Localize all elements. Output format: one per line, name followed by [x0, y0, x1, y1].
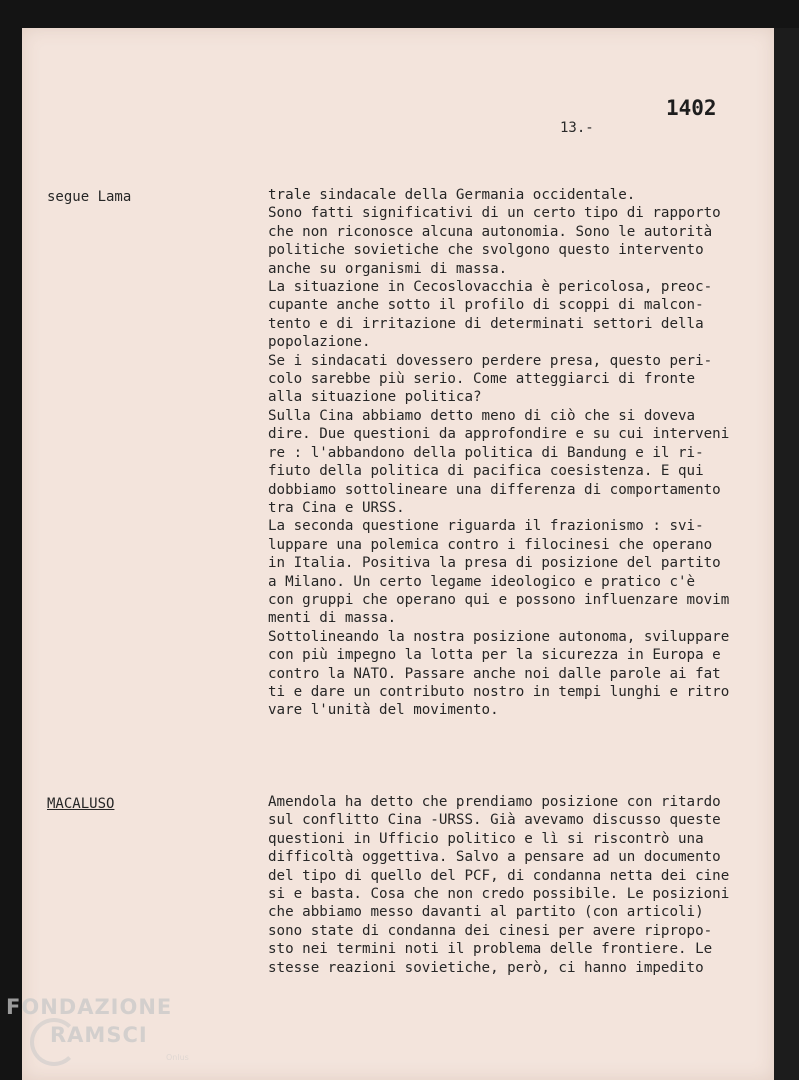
watermark-g-logo-icon	[30, 1018, 78, 1066]
watermark-line-2: RAMSCI	[50, 1023, 148, 1047]
speaker-label-lama: segue Lama	[47, 189, 132, 205]
macaluso-text-block: Amendola ha detto che prendiamo posizione con ritardo sul conflitto Cina -URSS. Già avevamo discusso queste questioni in Ufficio politico e lì si riscontrò una difficoltà oggettiva. Salvo a pensare ad un documento del tipo di quello del PCF, di condanna netta dei cine si e basta. Cosa che non credo possibile. Le posizioni che abbiamo messo davanti al partito (con articoli) sono state di condanna dei cinesi per avere ripropo- sto nei termini noti il problema delle frontiere. Le stesse reazioni sovietiche, però, ci hanno impedito	[268, 794, 730, 976]
watermark-line-1: FONDAZIONE	[6, 995, 173, 1019]
page-edge	[774, 28, 799, 1080]
archive-stamp-number: 1402	[666, 96, 717, 120]
lama-text-block: trale sindacale della Germania occidentale. Sono fatti significativi di un certo tipo di rapporto che non riconosce alcuna autonomia. Sono le autorità politiche sovietiche che svolgono questo intervento anche su organismi di massa. La situazione in Cecoslovacchia è pericolosa, preoc- cupante anche sotto il profilo di scoppi di malcon- tento e di irritazione di determinati settori della popolazione. Se i sindacati dovessero perdere presa, questo peri- colo sarebbe più serio. Come atteggiarci di fronte alla situazione politica? Sulla Cina abbiamo detto meno di ciò che si doveva dire. Due questioni da approfondire e su cui interveni re : l'abbandono della politica di Bandung e il ri- fiuto della politica di pacifica coesistenza. E qui dobbiamo sottolineare una differenza di comportamento tra Cina e URSS. La seconda questione riguarda il frazionismo : svi- luppare una polemica contro i filocinesi che operano in Italia. Positiva la presa di posizione del partito a Milano. Un certo legame ideologico e pratico c'è con gruppi che operano qui e possono influenzare movim menti di massa. Sottolineando la nostra posizione autonoma, sviluppare con più impegno la lotta per la sicurezza in Europa e contro la NATO. Passare anche noi dalle parole ai fat ti e dare un contributo nostro in tempi lunghi e ritro vare l'unità del movimento.	[268, 187, 730, 719]
watermark-subtitle: Onlus	[166, 1053, 189, 1062]
page-number: 13.-	[560, 120, 594, 136]
speaker-label-macaluso: MACALUSO	[47, 796, 115, 812]
